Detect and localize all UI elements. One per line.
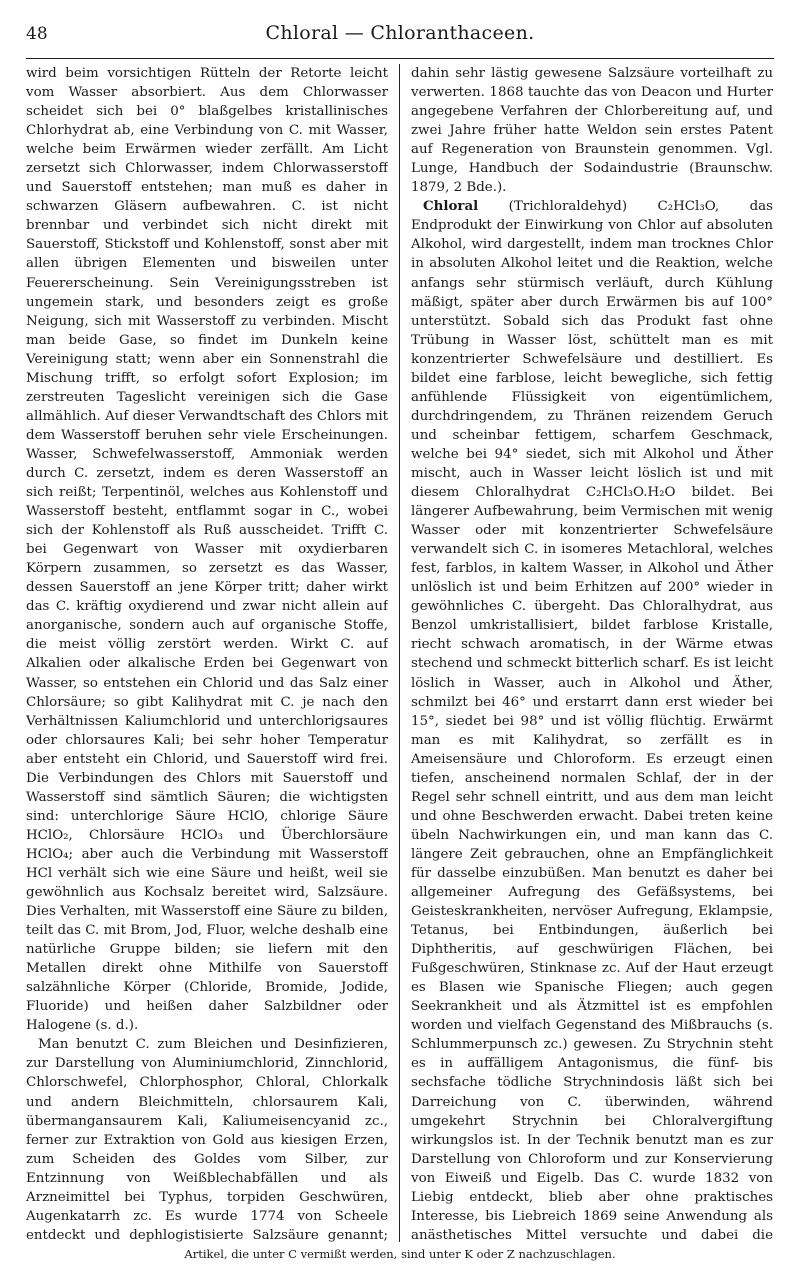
right-column bbox=[411, 64, 773, 1242]
entry-term: Chloral bbox=[423, 198, 479, 215]
page-number: 48 bbox=[26, 24, 48, 44]
left-column bbox=[26, 64, 388, 1242]
entry-chloral bbox=[411, 197, 773, 1242]
entry-text: (Trichloraldehyd) C₂HCl₃O, das Endprodukt der Einwirkung von Chlor auf absoluten Alkohol, wird dargestellt, indem man trocknes Chlor in absoluten Alkohol leitet und die Reaktion, welche anfangs sehr stürmisch verläuft, durch Kühlung mäßigt, später aber durch Erwärmen bis auf 100° unterstützt. Sobald sich das Produkt fast ohne Trübung in Wasser löst, schüttelt man es mit konzentrierter Schwefelsäure und destilliert. Es bildet eine farblose, leicht bewegliche, sich fettig anfühlende Flüssigkeit von eigentümlichem, durchdringendem, zu Thränen reizendem Geruch und scheinbar fettigem, scharfem Geschmack, welche bei 94° siedet, sich mit Alkohol und Äther mischt, auch in Wasser leicht löslich ist und mit diesem Chloralhydrat C₂HCl₃O.H₂O bildet. Bei längerer Aufbewahrung, beim Vermischen mit wenig Wasser oder mit konzentrierter Schwefelsäure verwandelt sich C. in isomeres Metachloral, welches fest, farblos, in kaltem Wasser, in Alkohol und Äther unlöslich ist und beim Erhitzen auf 200° wieder in gewöhnliches C. übergeht. Das Chloralhydrat, aus Benzol umkristallisiert, bildet farblose Kristalle, riecht schwach aromatisch, in der Wärme etwas stechend und schmeckt bitterlich scharf. Es ist leicht löslich in Wasser, auch in Alkohol und Äther, schmilzt bei 46° und erstarrt dann erst wieder bei 15°, siedet bei 98° und ist völlig flüchtig. Erwärmt man es mit Kalihydrat, so zerfällt es in Ameisensäure und Chloroform. Es erzeugt einen tiefen, anscheinend normalen Schlaf, der in der Regel sehr schnell eintritt, und aus dem man leicht und ohne Beschwerden erwacht. Dabei treten keine übeln Nachwirkungen ein, und man kann das C. längere Zeit gebrauchen, ohne an Empfänglichkeit für dasselbe einzubüßen. Man benutzt es daher bei allgemeiner Aufregung des Gefäßsystems, bei Geisteskrankheiten, nervöser Aufregung, Eklampsie, Tetanus, bei Entbindungen, äußerlich bei Diphtheritis, auf geschwürigen Flächen, bei Fußgeschwüren, Stinknase zc. Auf der Haut erzeugt es Blasen wie Spanische Fliegen; auch gegen Seekrankheit und als Ätzmittel ist es empfohlen worden und vielfach Gegenstand des Mißbrauchs (s. Schlummerpunsch zc.) gewesen. Zu Strychnin steht es in auffälligem Antagonismus, die fünf- bis sechsfache tödliche Strychnindosis läßt sich bei Darreichung von C. überwinden, während umgekehrt Strychnin bei Chloralvergiftung wirkungslos ist. In der Technik benutzt man es zur Darstellung von Chloroform und zur Konservierung von Eiweiß und Eigelb. Das C. wurde 1832 von Liebig entdeckt, blieb aber ohne praktisches Interesse, bis Liebreich 1869 seine Anwendung als anästhetisches Mittel versuchte und dabei die bbox=[411, 199, 773, 1242]
column-divider bbox=[399, 64, 400, 1242]
footer-note: Artikel, die unter C vermißt werden, sind unter K oder Z nachzuschlagen. bbox=[184, 1247, 616, 1261]
right-continuation: dahin sehr lästig gewesene Salzsäure vorteilhaft zu verwerten. 1868 tauchte das von Deacon und Hurter angegebene Verfahren der Chlorbereitung auf, und zwei Jahre früher hatte Weldon sein erstes Patent auf Regeneration von Braunstein genommen. Vgl. Lunge, Handbuch der Sodaindustrie (Braunschw. 1879, 2 Bde.). bbox=[411, 66, 773, 196]
page-header bbox=[26, 22, 774, 59]
left-paragraph-1: wird beim vorsichtigen Rütteln der Retorte leicht vom Wasser absorbiert. Aus dem Chlorwasser scheidet sich bei 0° blaßgelbes kristallinisches Chlorhydrat ab, eine Verbindung von C. mit Wasser, welche beim Erwärmen wieder zerfällt. Am Licht zersetzt sich Chlorwasser, indem Chlorwasserstoff und Sauerstoff entstehen; man muß es daher in schwarzen Gläsern aufbewahren. C. ist nicht brennbar und verbindet sich nicht direkt mit Sauerstoff, Stickstoff und Kohlenstoff, sonst aber mit allen übrigen Elementen und bisweilen unter Feuererscheinung. Sein Vereinigungsstreben ist ungemein stark, und besonders zeigt es große Neigung, sich mit Wasserstoff zu verbinden. Mischt man beide Gase, so findet im Dunkeln keine Vereinigung statt; wenn aber ein Sonnenstrahl die Mischung trifft, so erfolgt sofort Explosion; im zerstreuten Tageslicht vereinigen sich die Gase allmählich. Auf dieser Verwandtschaft des Chlors mit dem Wasserstoff beruhen sehr viele Erscheinungen. Wasser, Schwefelwasserstoff, Ammoniak werden durch C. zersetzt, indem es deren Wasserstoff an sich reißt; Terpentinöl, welches aus Kohlenstoff und Wasserstoff besteht, entflammt sogar in C., wobei sich der Kohlenstoff als Ruß ausscheidet. Trifft C. bei Gegenwart von Wasser mit oxydierbaren Körpern zusammen, so zersetzt es das Wasser, dessen Sauerstoff an jene Körper tritt; daher wirkt das C. kräftig oxydierend und zwar nicht allein auf anorganische, sondern auch auf organische Stoffe, die meist völlig zerstört werden. Wirkt C. auf Alkalien oder alkalische Erden bei Gegenwart von Wasser, so entstehen ein Chlorid und das Salz einer Chlorsäure; so gibt Kalihydrat mit C. je nach den Verhältnissen Kaliumchlorid und unterchlorigsaures oder chlorsaures Kali; bei sehr hoher Temperatur aber entsteht ein Chlorid, und Sauerstoff wird frei. Die Verbindungen des Chlors mit Sauerstoff und Wasserstoff sind sämtlich Säuren; die wichtigsten sind: unterchlorige Säure HClO, chlorige Säure HClO₂, Chlorsäure HClO₃ und Überchlorsäure HClO₄; aber auch die Verbindung mit Wasserstoff HCl verhält sich wie eine Säure und heißt, weil sie gewöhnlich aus Kochsalz bereitet wird, Salzsäure. Dies Verhalten, mit Wasserstoff eine Säure zu bilden, teilt das C. mit Brom, Jod, Fluor, welche deshalb eine natürliche Gruppe bilden; sie liefern mit den Metallen direkt ohne Mithilfe von Sauerstoff salzähnliche Körper (Chloride, Bromide, Jodide, Fluoride) und heißen daher Salzbildner oder Halogene (s. d.). bbox=[26, 66, 388, 1034]
text-columns bbox=[26, 64, 774, 1242]
running-head: Chloral — Chloranthaceen. bbox=[265, 22, 535, 44]
left-paragraph-2: Man benutzt C. zum Bleichen und Desinfizieren, zur Darstellung von Aluminiumchlorid, Zinnchlorid, Chlorschwefel, Chlorphosphor, Chloral, Chlorkalk und andern Bleichmitteln, chlorsaurem Kali, übermangansaurem Kali, Kaliumeisencyanid zc., ferner zur Extraktion von Gold aus kiesigen Erzen, zum Scheiden des Goldes vom Silber, zur Entzinnung von Weißblechabfällen und als Arzneimittel bei Typhus, torpiden Geschwüren, Augenkatarrh zc. Es wurde 1774 von Scheele entdeckt und dephlogistisierte Salzsäure genannt; bbox=[26, 1037, 388, 1242]
